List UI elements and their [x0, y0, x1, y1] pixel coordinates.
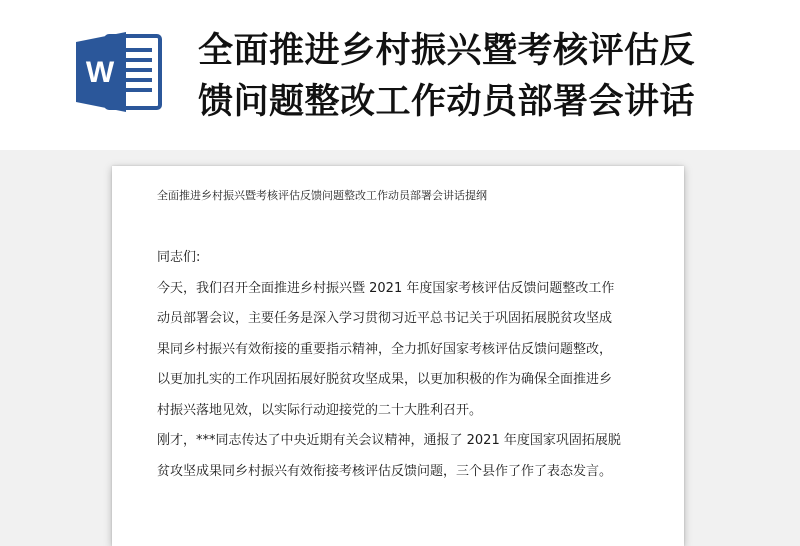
- body-line: 动员部署会议，主要任务是深入学习贯彻习近平总书记关于巩固拓展脱贫攻坚成: [157, 311, 613, 326]
- banner-title-line-2: 馈问题整改工作动员部署会讲话: [198, 82, 696, 122]
- body-line: 果同乡村振兴有效衔接的重要指示精神，全力抓好国家考核评估反馈问题整改，: [157, 341, 613, 357]
- banner-title: [198, 26, 758, 128]
- banner-title-line-1: 全面推进乡村振兴暨考核评估反: [198, 31, 696, 71]
- word-icon-letter: W: [85, 56, 115, 89]
- salutation-line: 同志们:: [157, 250, 201, 265]
- body-line: 贫攻坚成果同乡村振兴有效衔接考核评估反馈问题，三个县作了作了表态发言。: [157, 463, 613, 479]
- body-line: 村振兴落地见效，以实际行动迎接党的二十大胜利召开。: [157, 402, 483, 418]
- body-line: 今天，我们召开全面推进乡村振兴暨 2021 年度国家考核评估反馈问题整改工作: [157, 280, 615, 296]
- word-icon: [76, 32, 164, 112]
- document-header: 全面推进乡村振兴暨考核评估反馈问题整改工作动员部署会讲话提纲: [157, 189, 487, 202]
- banner: [0, 0, 800, 150]
- document-body: [157, 243, 647, 487]
- document-page: [112, 166, 684, 546]
- body-line: 以更加扎实的工作巩固拓展好脱贫攻坚成果，以更加积极的作为确保全面推进乡: [157, 372, 613, 387]
- body-line: 刚才，***同志传达了中央近期有关会议精神，通报了 2021 年度国家巩固拓展脱: [157, 433, 621, 448]
